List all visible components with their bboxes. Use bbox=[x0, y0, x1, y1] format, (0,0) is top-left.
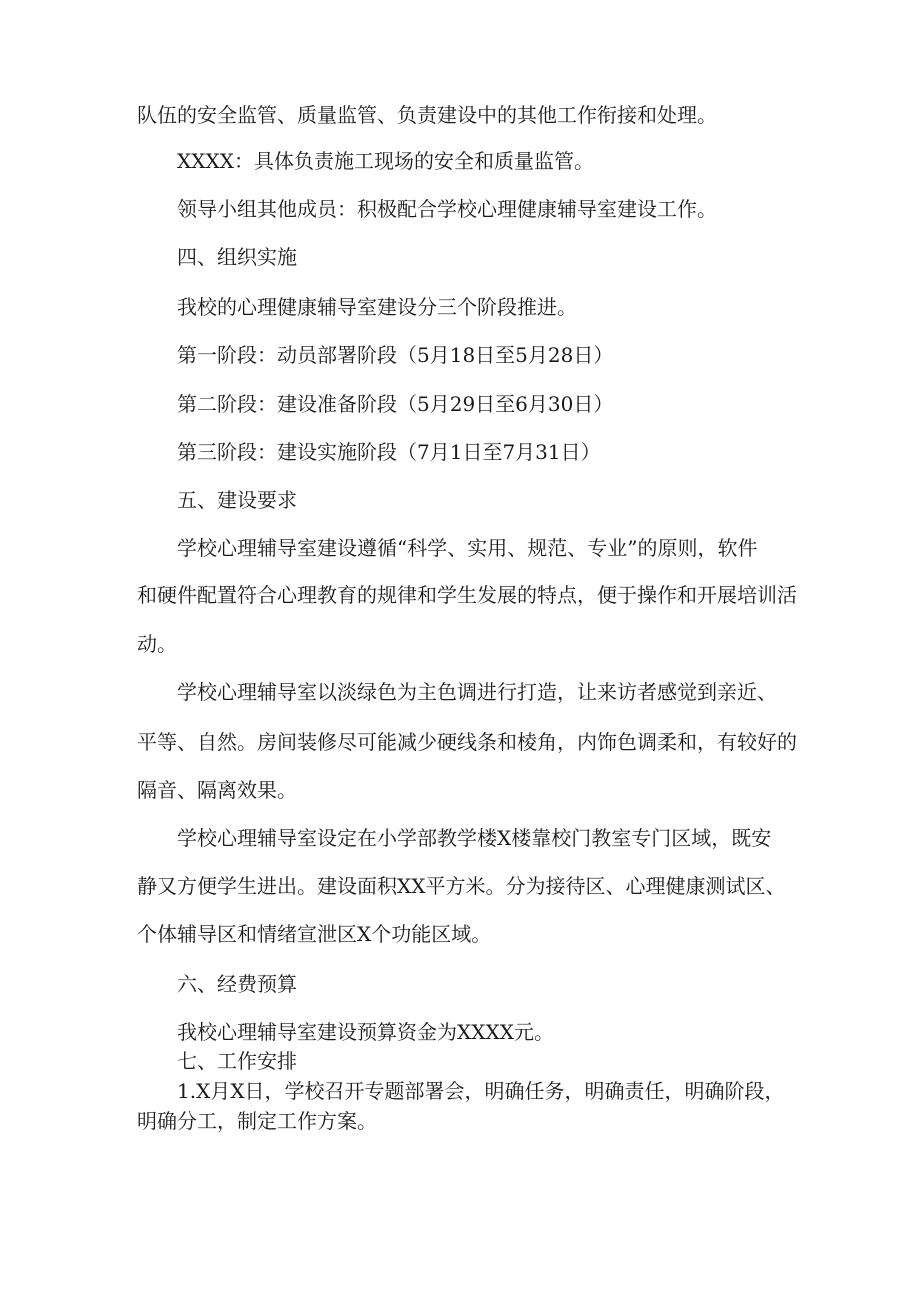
text-line: 我校的心理健康辅导室建设分三个阶段推进。 bbox=[177, 295, 577, 319]
text-line: 静又方便学生进出。建设面积XX平方米。分为接待区、心理健康测试区、 bbox=[137, 874, 786, 898]
section-heading: 六、经费预算 bbox=[177, 972, 297, 996]
text-line: 领导小组其他成员：积极配合学校心理健康辅导室建设工作。 bbox=[177, 197, 717, 221]
text-line: 第一阶段：动员部署阶段（5月18日至5月28日） bbox=[177, 343, 614, 367]
text-line: 动。 bbox=[137, 632, 177, 656]
section-heading: 四、组织实施 bbox=[177, 245, 297, 269]
text-line: XXXX：具体负责施工现场的安全和质量监管。 bbox=[177, 149, 594, 173]
text-line: 我校心理辅导室建设预算资金为XXXX元。 bbox=[177, 1020, 554, 1044]
text-line: 平等、自然。房间装修尽可能减少硬线条和棱角，内饰色调柔和，有较好的 bbox=[137, 730, 797, 754]
text-line: 隔音、隔离效果。 bbox=[137, 778, 297, 802]
text-line: 和硬件配置符合心理教育的规律和学生发展的特点，便于操作和开展培训活 bbox=[137, 583, 797, 607]
text-line: 学校心理辅导室设定在小学部教学楼X楼靠校门教室专门区域，既安 bbox=[177, 826, 772, 850]
text-line: 个体辅导区和情绪宣泄区X个功能区域。 bbox=[137, 922, 492, 946]
text-line: 队伍的安全监管、质量监管、负责建设中的其他工作衔接和处理。 bbox=[137, 103, 717, 127]
text-line: 明确分工，制定工作方案。 bbox=[137, 1109, 377, 1133]
text-line: 第二阶段：建设准备阶段（5月29日至6月30日） bbox=[177, 392, 614, 416]
text-line: 学校心理辅导室建设遵循“科学、实用、规范、专业”的原则，软件 bbox=[177, 536, 758, 560]
text-line: 第三阶段：建设实施阶段（7月1日至7月31日） bbox=[177, 440, 601, 464]
text-line: 1.X月X日，学校召开专题部署会，明确任务，明确责任，明确阶段， bbox=[177, 1079, 785, 1103]
section-heading: 七、工作安排 bbox=[177, 1049, 297, 1073]
section-heading: 五、建设要求 bbox=[177, 488, 297, 512]
text-line: 学校心理辅导室以淡绿色为主色调进行打造，让来访者感觉到亲近、 bbox=[177, 680, 777, 704]
